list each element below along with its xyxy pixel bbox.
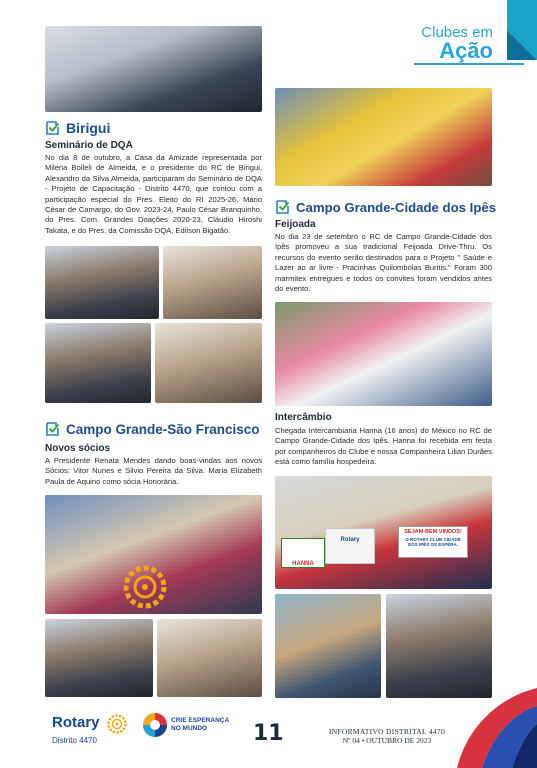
rotary-banner-sign bbox=[325, 528, 375, 564]
intercambio-body: Chegada Intercambiaria Hanna (16 anos) do México no RC de Campo Grande-Cidade dos Ipês. Hanna foi recebida em festa por companheiros do Clube e nossa Companheira Lilian Durães está como família hospedeira. bbox=[275, 426, 492, 467]
theme-logo bbox=[142, 712, 237, 742]
hanna-flag-sign bbox=[281, 538, 325, 568]
birigui-heading-text: Birigui bbox=[66, 120, 111, 136]
slogan-line2: NO MUNDO bbox=[171, 725, 208, 732]
rotary-wheel-icon bbox=[123, 565, 167, 609]
cgsf-group-photo bbox=[45, 495, 262, 614]
intercambio-welcome-photo bbox=[275, 476, 492, 589]
check-icon bbox=[275, 199, 291, 215]
cgsf-subheading: Novos sócios bbox=[45, 443, 111, 454]
cgsf-heading bbox=[45, 421, 260, 437]
welcome-sign bbox=[398, 526, 468, 558]
birigui-seminar-photo-4 bbox=[155, 323, 262, 403]
welcome-sign-title: SEJAM-BEM VINDOS! bbox=[404, 529, 462, 535]
intercambio-subheading: Intercâmbio bbox=[275, 412, 332, 423]
birigui-body: No dia 8 de outubro, a Casa da Amizade representada por Milena Bolleli de Almeida, e o presidente do RC de Birigui, Alexandro da Silva Almeida, participaram do Seminário de DQA - Projeto de Capacitação - Distrito 4470, que contou com a participação especial do Pres. Eleito do RI 2025-26, Mário César de Camargo, do Gov. 2023-24, Paulo César Branquinho, do Pres. Com. Grandes Doações 2020-23, Cláudio Hiroshi Takata, e do Pres. da Comissão DQA, Edilson Bigatão. bbox=[45, 153, 262, 235]
cgci-feijoada-group-photo bbox=[275, 88, 492, 186]
birigui-seminar-photo-2 bbox=[163, 246, 262, 319]
check-icon bbox=[45, 421, 61, 437]
rotary-banner-text: Rotary bbox=[340, 537, 360, 543]
welcome-sign-club: O ROTARY CLUB CIDADE DOS IPÊS OS ESPERA. bbox=[405, 537, 461, 547]
slogan-line1: CRIE ESPERANÇA bbox=[171, 717, 230, 724]
cgci-feijoada-photo-2 bbox=[275, 302, 492, 406]
corner-decoration bbox=[507, 0, 537, 60]
banner-title-line2: Ação bbox=[439, 38, 493, 63]
intercambio-photo-2 bbox=[275, 594, 381, 698]
birigui-group-photo bbox=[45, 26, 262, 112]
cgsf-photo-2 bbox=[45, 619, 153, 697]
cgci-subheading: Feijoada bbox=[275, 219, 316, 230]
birigui-heading bbox=[45, 120, 110, 136]
hanna-sign-text: HANNA bbox=[292, 561, 314, 567]
cgsf-photo-3 bbox=[157, 619, 262, 697]
cgci-heading-text: Campo Grande-Cidade dos Ipês bbox=[296, 199, 497, 215]
birigui-seminar-photo-3 bbox=[45, 323, 151, 403]
birigui-subheading: Seminário de DQA bbox=[45, 140, 133, 151]
publication-info bbox=[329, 727, 445, 745]
rotary-logo bbox=[52, 714, 132, 746]
publication-issue: Nº 04 • OUTUBRO DE 2023 bbox=[342, 736, 432, 745]
intercambio-photo-3 bbox=[386, 594, 492, 698]
banner-underline bbox=[414, 63, 524, 65]
cgci-heading bbox=[275, 199, 496, 215]
swoosh-decoration bbox=[437, 688, 537, 768]
hope-emblem-icon bbox=[142, 712, 168, 738]
district-label: Distrito 4470 bbox=[52, 736, 97, 745]
cgsf-heading-text: Campo Grande-São Francisco bbox=[66, 421, 260, 437]
rotary-wheel-icon bbox=[107, 714, 127, 734]
birigui-seminar-photo-1 bbox=[45, 246, 159, 319]
banner-title-line1: Clubes em bbox=[421, 24, 493, 41]
check-icon bbox=[45, 120, 61, 136]
cgsf-body: A Presidente Renata Mendes dando boas-vindas aos novos Sócios: Vitor Nunes e Silvio Pereira da Silva. Maria Elizabeth Paula de Aquino como sócia Honorária. bbox=[45, 456, 262, 486]
rotary-wordmark: Rotary bbox=[52, 714, 100, 731]
cgci-body: No dia 23 de setembro o RC de Campo Grande-Cidade dos Ipês promoveu a sua tradicional Feijoada Drive-Thru. Os recursos do evento serão destinados para o Projeto " Saúde e Lazer ao ar livre - Pracinhas Quilombolas Buritis." Foram 300 marmitex entregues e todos os convites foram vendidos antes do evento. bbox=[275, 232, 492, 294]
page-number: 11 bbox=[253, 721, 284, 746]
publication-title: INFORMATIVO DISTRITAL 4470 bbox=[328, 727, 445, 736]
